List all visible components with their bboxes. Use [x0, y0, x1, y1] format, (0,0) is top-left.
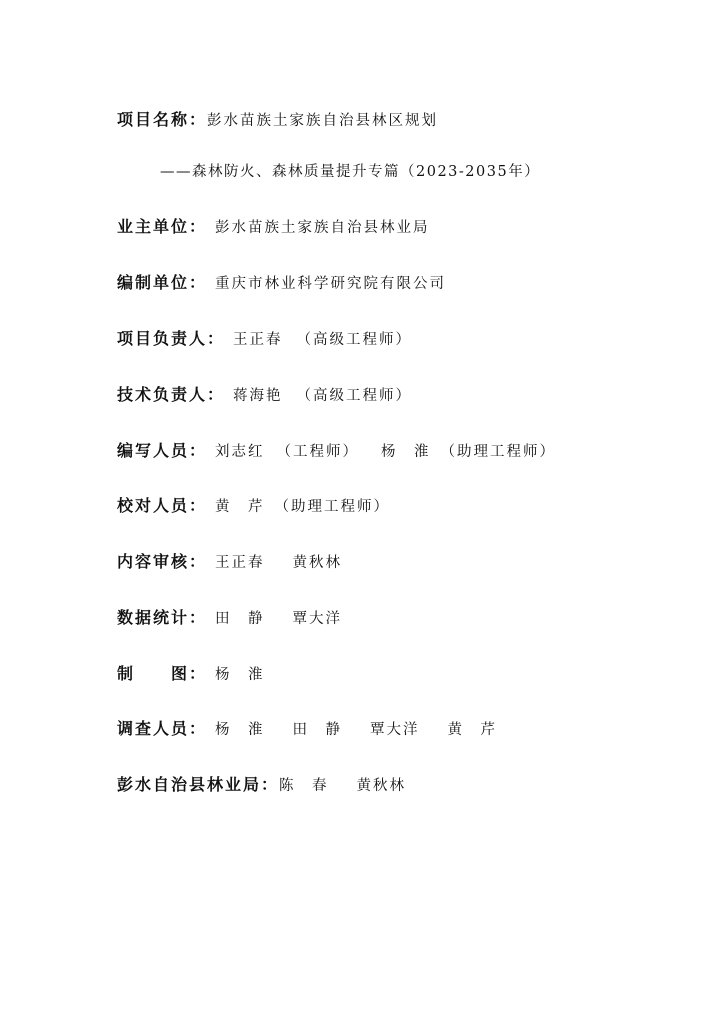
project-lead-name: 王正春 [233, 332, 283, 348]
project-lead-title: （高级工程师） [296, 332, 413, 348]
compiler-row [117, 271, 446, 295]
owner-label: 业主单位： [117, 217, 208, 236]
owner-value: 彭水苗族土家族自治县林业局 [215, 220, 430, 236]
writer-title-1: （工程师） [276, 444, 360, 460]
project-name-row [117, 108, 438, 132]
drafting-label: 制 图： [117, 664, 208, 683]
project-name-value: 彭水苗族土家族自治县林区规划 [207, 113, 439, 129]
project-lead-label: 项目负责人： [117, 329, 226, 348]
reviewers-row [117, 550, 342, 574]
survey-name-3: 覃大洋 [370, 722, 420, 738]
reviewer-name-2: 黄秋林 [292, 555, 343, 571]
owner-row [117, 215, 430, 239]
survey-row [117, 717, 497, 741]
survey-name-4: 黄 芹 [447, 722, 498, 738]
tech-lead-row [117, 383, 412, 407]
survey-name-2: 田 静 [292, 722, 343, 738]
writers-label: 编写人员： [117, 441, 208, 460]
tech-lead-title: （高级工程师） [296, 388, 413, 404]
proofreader-row [117, 494, 390, 518]
statistics-label: 数据统计： [117, 608, 208, 627]
statistics-row [117, 606, 342, 630]
tech-lead-name: 蒋海艳 [233, 388, 283, 404]
writer-name-2: 杨 淮 [381, 444, 431, 460]
proofreader-name: 黄 芹 [215, 499, 265, 515]
reviewer-name-1: 王正春 [215, 555, 265, 571]
forestry-bureau-name-2: 黄秋林 [356, 778, 407, 794]
survey-name-1: 杨 淮 [215, 722, 265, 738]
forestry-bureau-label: 彭水自治县林业局： [117, 775, 280, 794]
project-lead-row [117, 327, 412, 351]
compiler-label: 编制单位： [117, 273, 208, 292]
project-subtitle: ——森林防火、森林质量提升专篇（2023-2035年） [160, 164, 541, 180]
project-name-label: 项目名称： [117, 110, 208, 129]
proofreader-title: （助理工程师） [274, 499, 391, 515]
writers-row [117, 439, 556, 463]
tech-lead-label: 技术负责人： [117, 385, 226, 404]
proofreader-label: 校对人员： [117, 496, 208, 515]
writer-name-1: 刘志红 [215, 444, 265, 460]
drafting-name: 杨 淮 [215, 667, 265, 683]
drafting-row [117, 662, 265, 686]
forestry-bureau-name-1: 陈 春 [279, 778, 329, 794]
writer-title-2: （助理工程师） [440, 444, 557, 460]
statistics-name-1: 田 静 [215, 611, 265, 627]
compiler-value: 重庆市林业科学研究院有限公司 [215, 276, 447, 292]
survey-label: 调查人员： [117, 719, 208, 738]
reviewers-label: 内容审核： [117, 552, 208, 571]
forestry-bureau-row [117, 773, 406, 797]
statistics-name-2: 覃大洋 [292, 611, 343, 627]
